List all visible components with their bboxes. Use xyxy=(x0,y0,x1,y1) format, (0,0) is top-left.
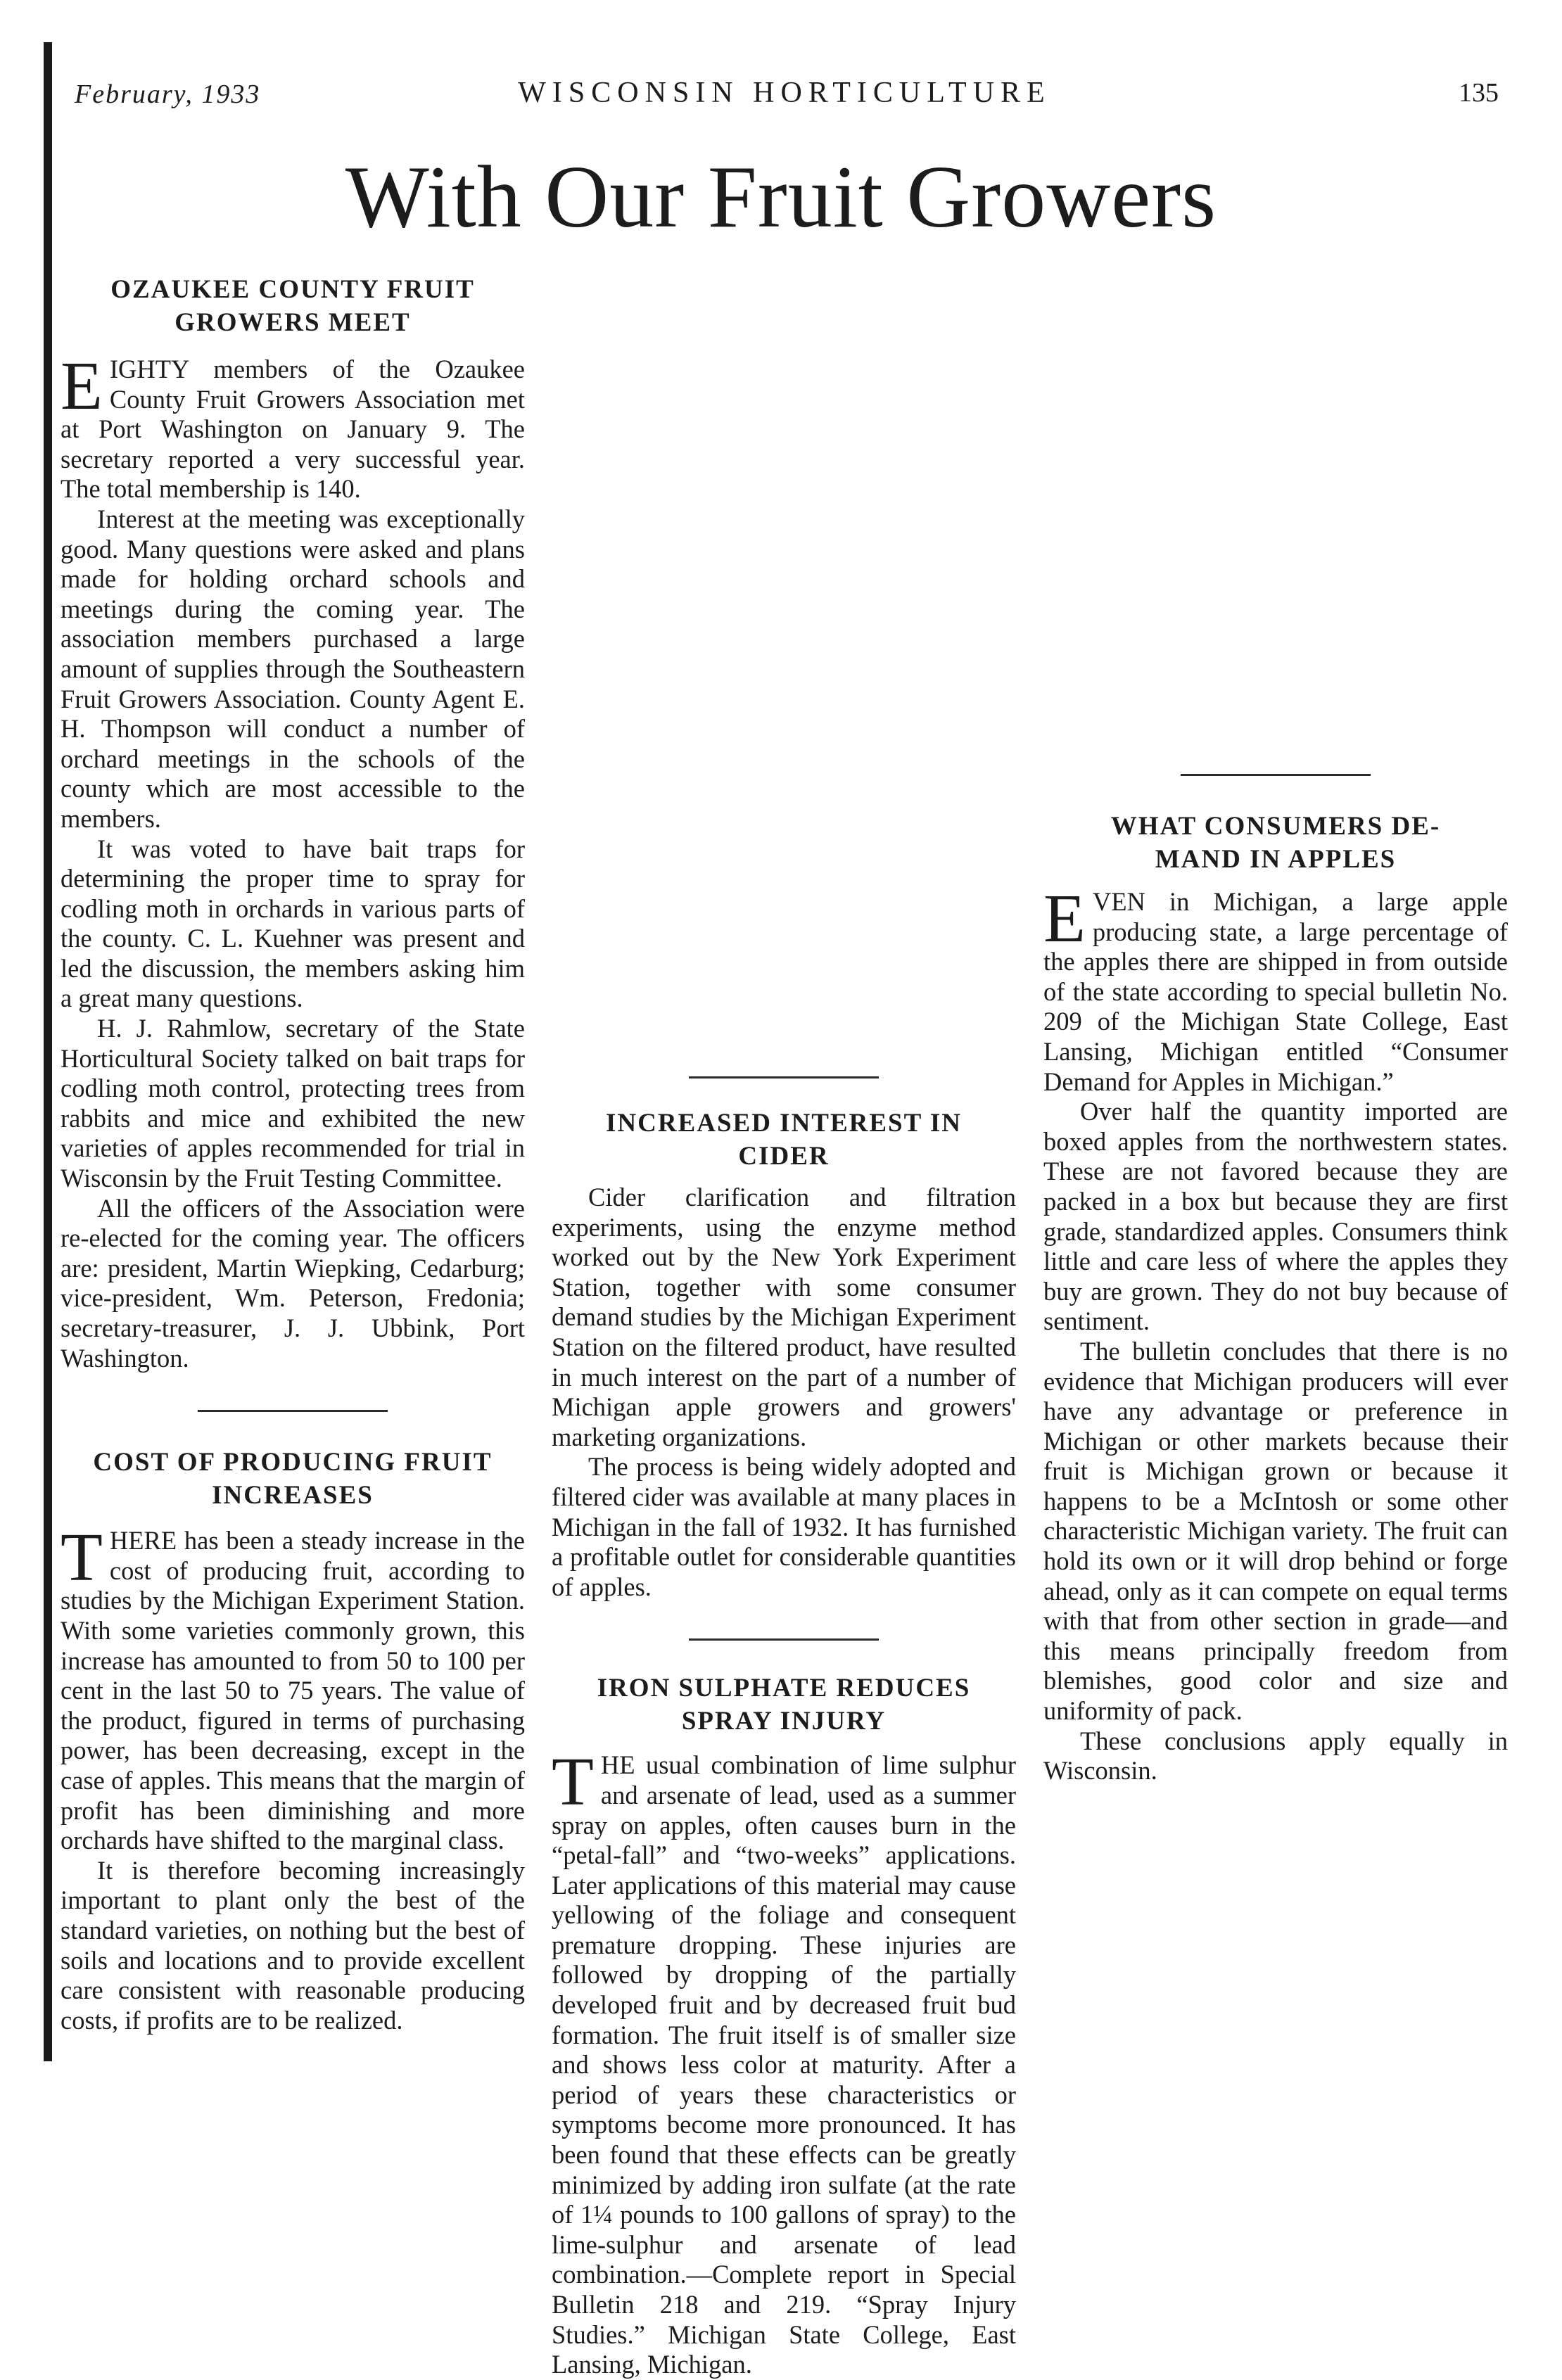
paragraph: The process is being widely adopted and filtered cider was available at many places in Michigan in the fall of 1932. It has furnished a profitable outlet for considerable quantities of apples. xyxy=(552,1452,1016,1601)
heading-line-2: INCREASES xyxy=(212,1481,374,1510)
heading-line-2: MAND IN APPLES xyxy=(1155,845,1397,874)
heading-line-1: COST OF PRODUCING FRUIT xyxy=(93,1448,493,1477)
heading-line-2: CIDER xyxy=(738,1142,830,1171)
section-divider xyxy=(689,1638,879,1641)
drop-cap: E xyxy=(1043,881,1086,957)
article-heading xyxy=(552,1672,1016,1738)
paragraph: Cider clarification and filtration experiments, using the enzyme method worked out by the New York Experiment Station, together with some consumer demand studies by the Michigan Experiment Station on the filtered product, have resulted in much interest on the part of a number of Michigan apple growers and growers' marketing organizations. xyxy=(552,1183,1016,1451)
paragraph xyxy=(61,1520,525,1856)
article-consumers xyxy=(1043,810,1508,1786)
article-heading xyxy=(61,1446,525,1512)
paragraph xyxy=(552,1744,1016,2379)
section-divider xyxy=(1181,774,1371,776)
paragraph xyxy=(1043,881,1508,1097)
section-divider xyxy=(198,1410,388,1412)
paragraph: The bulletin concludes that there is no evidence that Michigan producers will ever have any advantage or preference in Michigan or other markets because their fruit is Michigan grown or because it happens to be a McIntosh or some other characteristic Michigan variety. The fruit can hold its own or it will drop behind or forge ahead, only as it can compete on equal terms with that from other section in grade—and this means principally freedom from blemishes, good color and size and uniformity of pack. xyxy=(1043,1336,1508,1726)
article-iron xyxy=(552,1672,1016,2379)
article-cost xyxy=(61,1446,525,2035)
running-header xyxy=(70,73,1499,115)
paragraph: These conclusions apply equally in Wisconsin. xyxy=(1043,1726,1508,1786)
article-heading xyxy=(61,273,525,339)
heading-line-2: GROWERS MEET xyxy=(174,308,411,337)
column-3 xyxy=(1043,774,1508,1786)
heading-line-1: WHAT CONSUMERS DE- xyxy=(1110,812,1441,841)
drop-cap: T xyxy=(61,1520,103,1596)
paragraph: It was voted to have bait traps for determining the proper time to spray for codling moth in orchards in various parts of the county. C. L. Kuehner was present and led the discussion, the members asking him a great many questions. xyxy=(61,834,525,1013)
heading-line-2: SPRAY INJURY xyxy=(681,1707,887,1736)
paragraph: H. J. Rahmlow, secretary of the State Horticultural Society talked on bait traps for codling moth control, protecting trees from rabbits and mice and exhibited the new varieties of apples recommended for trial in Wisconsin by the Fruit Testing Committee. xyxy=(61,1014,525,1193)
section-divider xyxy=(689,1076,879,1078)
paragraph: Over half the quantity imported are boxed apples from the northwestern states. These are not favored because they are packed in a box but because they are first grade, standardized apples. Consumers think little and care less of where the apples they buy are grown. They do not buy because of sentiment. xyxy=(1043,1097,1508,1336)
page-title: With Our Fruit Growers xyxy=(345,148,1217,246)
paragraph-text: HE usual combination of lime sulphur and arsenate of lead, used as a summer spray on apples, often causes burn in the “petal-fall” and “two-weeks” applications. Later applications of this material may cause yellowing of the foliage and consequent premature dropping. These injuries are followed by dropping of the partially developed fruit and by decreased fruit bud formation. The fruit itself is of smaller size and shows less color at maturity. After a period of years these characteristics or symptoms become more pronounced. It has been found that these effects can be greatly minimized by adding iron sulfate (at the rate of 1¼ pounds to 100 gallons of spray) to the lime-sulphur and arsenate of lead combination.—Complete report in Special Bulletin 218 and 219. “Spray Injury Studies.” Michigan State College, East Lansing, Michigan. xyxy=(552,1750,1016,2379)
drop-cap: T xyxy=(552,1744,594,1821)
heading-line-1: INCREASED INTEREST IN xyxy=(605,1109,963,1138)
drop-cap: E xyxy=(61,348,103,424)
paragraph: Interest at the meeting was exceptionally good. Many questions were asked and plans made for holding orchard schools and meetings during the coming year. The association members purchased a large amount of supplies through the Southeastern Fruit Growers Association. County Agent E. H. Thompson will conduct a number of orchard meetings in the schools of the county which are most accessible to the members. xyxy=(61,504,525,833)
article-heading xyxy=(552,1107,1016,1173)
heading-line-1: IRON SULPHATE REDUCES xyxy=(597,1674,971,1703)
binding-edge xyxy=(44,42,52,2061)
column-2 xyxy=(552,1076,1016,2380)
heading-line-1: OZAUKEE COUNTY FRUIT xyxy=(110,275,475,304)
paragraph: It is therefore becoming increasingly important to plant only the best of the standard varieties, on nothing but the best of soils and locations and to provide excellent care consistent with reasonable producing costs, if profits are to be realized. xyxy=(61,1855,525,2035)
magazine-name: WISCONSIN HORTICULTURE xyxy=(518,77,1051,109)
paragraph: All the officers of the Association were re-elected for the coming year. The officers are: president, Martin Wiepking, Cedarburg; vice-president, Wm. Peterson, Fredonia; secretary-treasurer, J. J. Ubbink, Port Washington. xyxy=(61,1193,525,1373)
paragraph xyxy=(61,348,525,504)
page-number: 135 xyxy=(1459,78,1499,108)
paragraph-text: IGHTY members of the Ozaukee County Fruit Growers Association met at Port Washington on January 9. The secretary reported a very successful year. The total membership is 140. xyxy=(61,355,525,504)
issue-date: February, 1933 xyxy=(75,79,261,109)
article-cider xyxy=(552,1107,1016,1602)
column-1 xyxy=(61,273,525,2035)
paragraph-text: HERE has been a steady increase in the cost of producing fruit, according to studies by the Michigan Experiment Station. With some varieties commonly grown, this increase has amounted to from 50 to 100 per cent in the last 50 to 75 years. The value of the product, figured in terms of purchasing power, has been decreasing, except in the case of apples. This means that the margin of profit has been diminishing and more orchards have shifted to the marginal class. xyxy=(61,1526,525,1855)
paragraph-text: VEN in Michigan, a large apple producing state, a large percentage of the apples there are shipped in from outside of the state according to special bulletin No. 209 of the Michigan State College, East Lansing, Michigan entitled “Consumer Demand for Apples in Michigan.” xyxy=(1043,887,1508,1096)
article-ozaukee xyxy=(61,273,525,1373)
article-heading xyxy=(1043,810,1508,876)
